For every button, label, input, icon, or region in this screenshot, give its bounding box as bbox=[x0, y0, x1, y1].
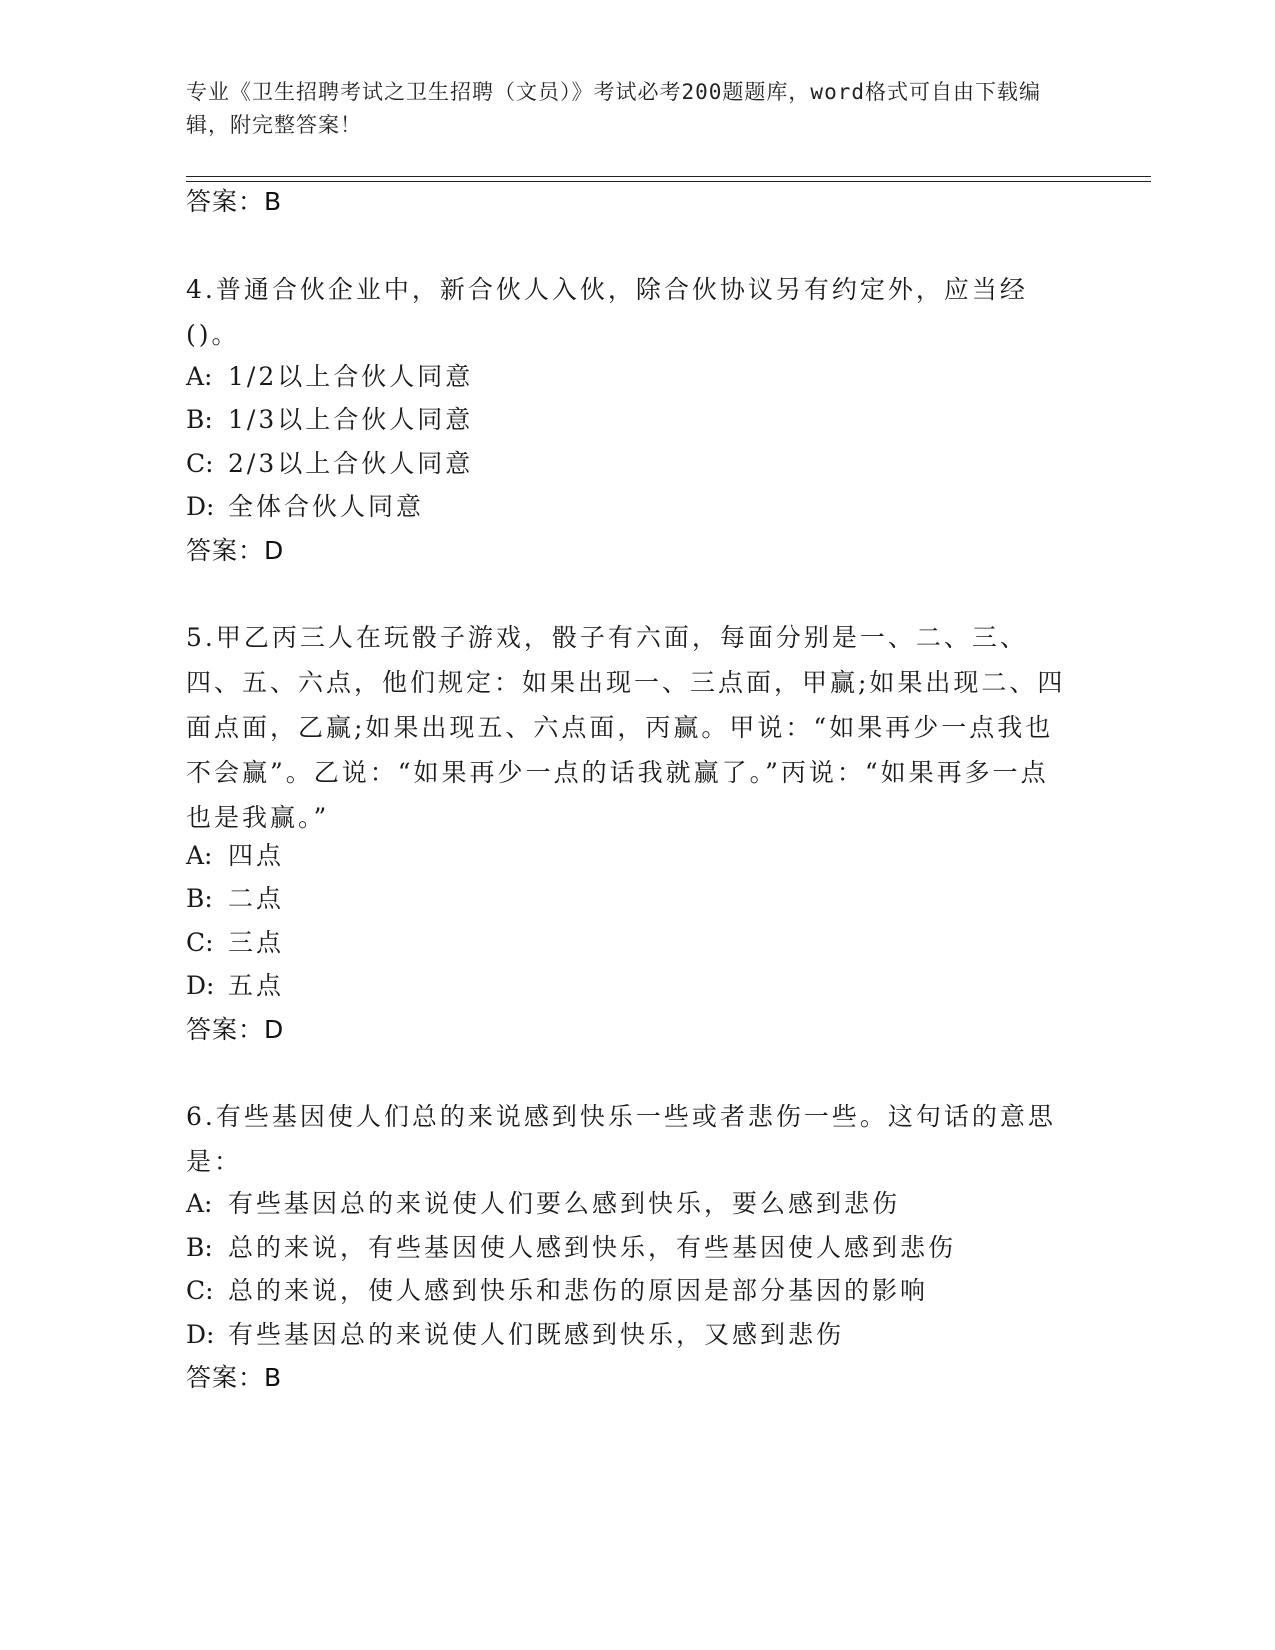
header-divider-bottom bbox=[186, 181, 1151, 182]
option-text: 四点 bbox=[228, 841, 285, 870]
option-key: D: bbox=[186, 1320, 215, 1349]
option-text: 总的来说，有些基因使人感到快乐，有些基因使人感到悲伤 bbox=[228, 1233, 957, 1262]
option-key: A: bbox=[186, 1189, 213, 1218]
option-b bbox=[186, 884, 284, 914]
option-text: 五点 bbox=[228, 971, 285, 1000]
option-d bbox=[186, 971, 284, 1001]
option-key: D: bbox=[186, 492, 215, 521]
question-stem: 4.普通合伙企业中，新合伙人入伙，除合伙协议另有约定外，应当经()。 bbox=[186, 275, 1028, 349]
answer-value: D bbox=[264, 1015, 284, 1044]
answer-line bbox=[186, 1363, 281, 1393]
document-header: 专业《卫生招聘考试之卫生招聘（文员）》考试必考200题题库，word格式可自由下载编辑，附完整答案！ bbox=[186, 80, 1041, 137]
option-c bbox=[186, 1276, 928, 1306]
option-a bbox=[186, 841, 284, 871]
header-divider-top bbox=[186, 176, 1151, 177]
option-d bbox=[186, 1320, 844, 1350]
option-c bbox=[186, 928, 284, 958]
answer-label: 答案： bbox=[186, 1015, 265, 1044]
answer-line bbox=[186, 1015, 283, 1045]
option-text: 总的来说，使人感到快乐和悲伤的原因是部分基因的影响 bbox=[228, 1276, 929, 1305]
option-text: 2/3以上合伙人同意 bbox=[228, 449, 474, 478]
option-text: 三点 bbox=[228, 928, 285, 957]
question-stem: 6.有些基因使人们总的来说感到快乐一些或者悲伤一些。这句话的意思是： bbox=[186, 1102, 1056, 1176]
option-key: B: bbox=[186, 1233, 213, 1262]
option-b bbox=[186, 405, 473, 435]
option-key: A: bbox=[186, 362, 213, 391]
answer-value: D bbox=[264, 536, 284, 565]
option-key: C: bbox=[186, 928, 214, 957]
option-a bbox=[186, 1189, 900, 1219]
answer-label: 答案： bbox=[186, 1363, 265, 1392]
option-key: D: bbox=[186, 971, 215, 1000]
option-text: 二点 bbox=[228, 884, 285, 913]
answer-value: B bbox=[264, 187, 282, 216]
option-text: 1/3以上合伙人同意 bbox=[228, 405, 474, 434]
answer-line bbox=[186, 187, 281, 217]
option-key: A: bbox=[186, 841, 213, 870]
option-text: 有些基因总的来说使人们要么感到快乐，要么感到悲伤 bbox=[228, 1189, 901, 1218]
answer-line bbox=[186, 536, 283, 566]
option-key: B: bbox=[186, 405, 213, 434]
option-key: C: bbox=[186, 1276, 214, 1305]
option-text: 1/2以上合伙人同意 bbox=[228, 362, 474, 391]
option-a bbox=[186, 362, 473, 392]
option-key: B: bbox=[186, 884, 213, 913]
answer-value: B bbox=[264, 1363, 282, 1392]
option-text: 全体合伙人同意 bbox=[228, 492, 425, 521]
option-key: C: bbox=[186, 449, 214, 478]
answer-label: 答案： bbox=[186, 187, 265, 216]
option-d bbox=[186, 492, 424, 522]
option-text: 有些基因总的来说使人们既感到快乐，又感到悲伤 bbox=[228, 1320, 845, 1349]
option-b bbox=[186, 1233, 956, 1263]
option-c bbox=[186, 449, 473, 479]
answer-label: 答案： bbox=[186, 536, 265, 565]
question-stem: 5.甲乙丙三人在玩骰子游戏，骰子有六面，每面分别是一、二、三、四、五、六点，他们规定：如果出现一、三点面，甲赢;如果出现二、四面点面，乙赢;如果出现五、六点面，丙赢。甲说：“如果再少一点我也不会赢”。乙说：“如果再少一点的话我就赢了。”丙说：“如果再多一点也是我赢。” bbox=[186, 623, 1066, 832]
